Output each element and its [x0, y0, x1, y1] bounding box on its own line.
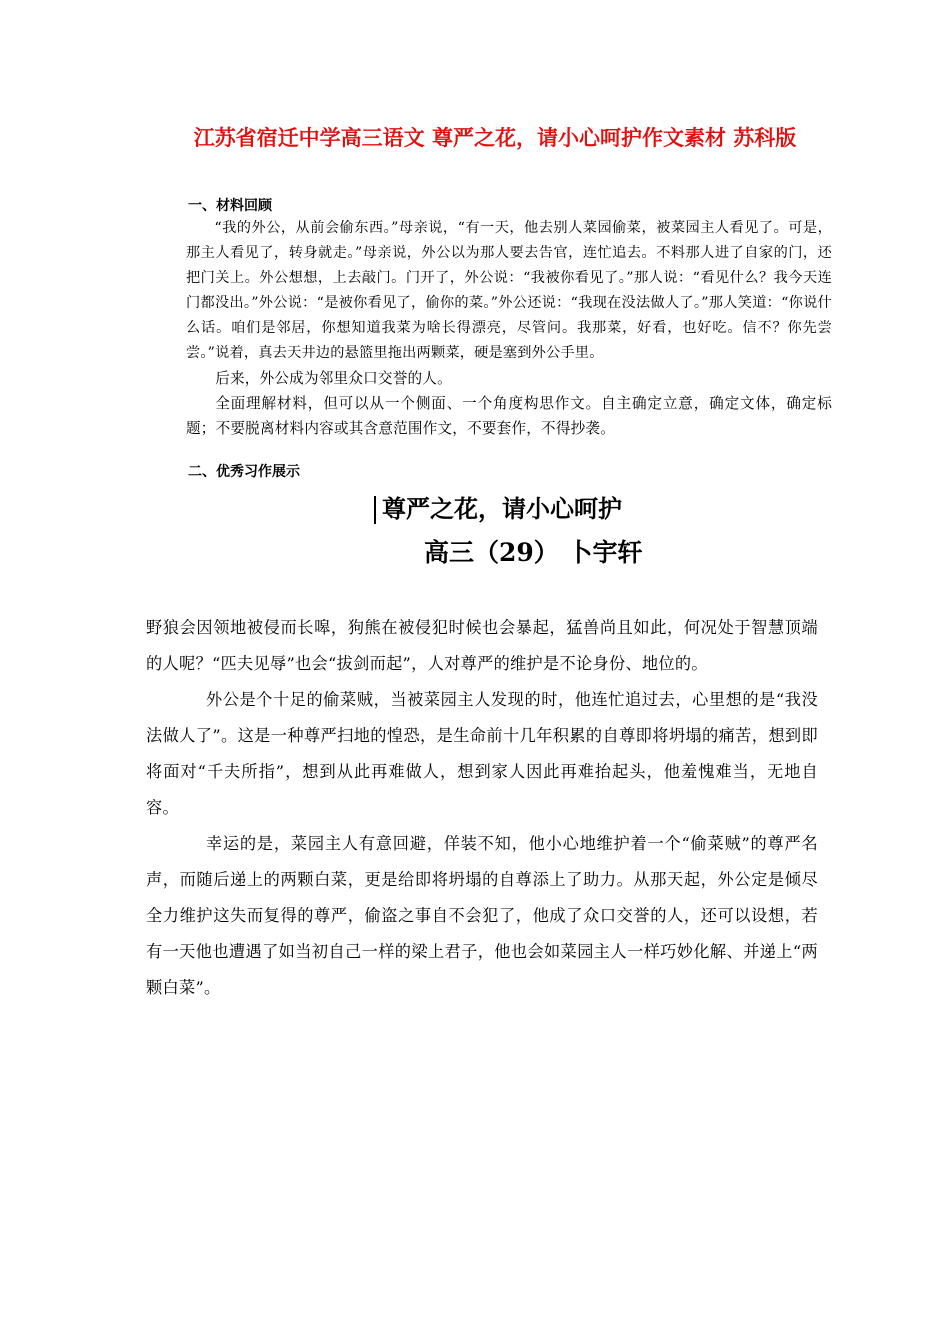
- essay-header: [372, 490, 702, 580]
- essay-title: 尊严之花，请小心呵护: [382, 495, 622, 523]
- text-cursor-bar: [374, 496, 376, 524]
- material-text: [186, 216, 832, 441]
- section-heading-material-review: 一、材料回顾: [188, 198, 272, 214]
- essay-paragraph-3: 幸运的是，菜园主人有意回避，佯装不知，他小心地维护着一个“偷菜贼”的尊严名声，而随后递上的两颗白菜，更是给即将坍塌的自尊添上了助力。从那天起，外公定是倾尽全力维护这失而复得的尊严，偷盗之事自不会犯了，他成了众口交誉的人，还可以设想，若有一天他也遭遇了如当初自己一样的梁上君子，他也会如菜园主人一样巧妙化解、并递上“两颗白菜”。: [146, 834, 818, 997]
- essay-author: 高三（29） 卜宇轩: [424, 538, 643, 567]
- material-paragraph-later: 后来，外公成为邻里众口交誉的人。: [215, 370, 452, 387]
- essay-body: [146, 610, 818, 1006]
- section-heading-excellent-essays: 二、优秀习作展示: [188, 464, 300, 480]
- essay-paragraph-2: 外公是个十足的偷菜贼，当被菜园主人发现的时，他连忙追过去，心里想的是“我没法做人了”。这是一种尊严扫地的惶恐，是生命前十几年积累的自尊即将坍塌的痛苦，想到即将面对“千夫所指”，想到从此再难做人，想到家人因此再难抬起头，他羞愧难当，无地自容。: [146, 690, 818, 817]
- material-paragraph-instructions: 全面理解材料，但可以从一个侧面、一个角度构思作文。自主确定立意，确定文体，确定标题；不要脱离材料内容或其含意范围作文，不要套作，不得抄袭。: [186, 395, 832, 437]
- page-title: 江苏省宿迁中学高三语文 尊严之花，请小心呵护作文素材 苏科版: [193, 126, 797, 150]
- material-paragraph-story: “我的外公，从前会偷东西。”母亲说，“有一天，他去别人菜园偷菜，被菜园主人看见了。可是，那主人看见了，转身就走。”母亲说，外公以为那人要去告官，连忙追去。不料那人进了自家的门，还把门关上。外公想想，上去敲门。门开了，外公说：“我被你看见了。”那人说：“看见什么？我今天连门都没出。”外公说：“是被你看见了，偷你的菜。”外公还说：“我现在没法做人了。”那人笑道：“你说什么话。咱们是邻居，你想知道我菜为啥长得漂亮，尽管问。我那菜，好看，也好吃。信不？你先尝尝。”说着，真去天井边的悬篮里拖出两颗菜，硬是塞到外公手里。: [186, 220, 832, 361]
- essay-paragraph-1: 野狼会因领地被侵而长嗥，狗熊在被侵犯时候也会暴起，猛兽尚且如此，何况处于智慧顶端的人呢？“匹夫见辱”也会“拔剑而起”，人对尊严的维护是不论身份、地位的。: [146, 618, 818, 673]
